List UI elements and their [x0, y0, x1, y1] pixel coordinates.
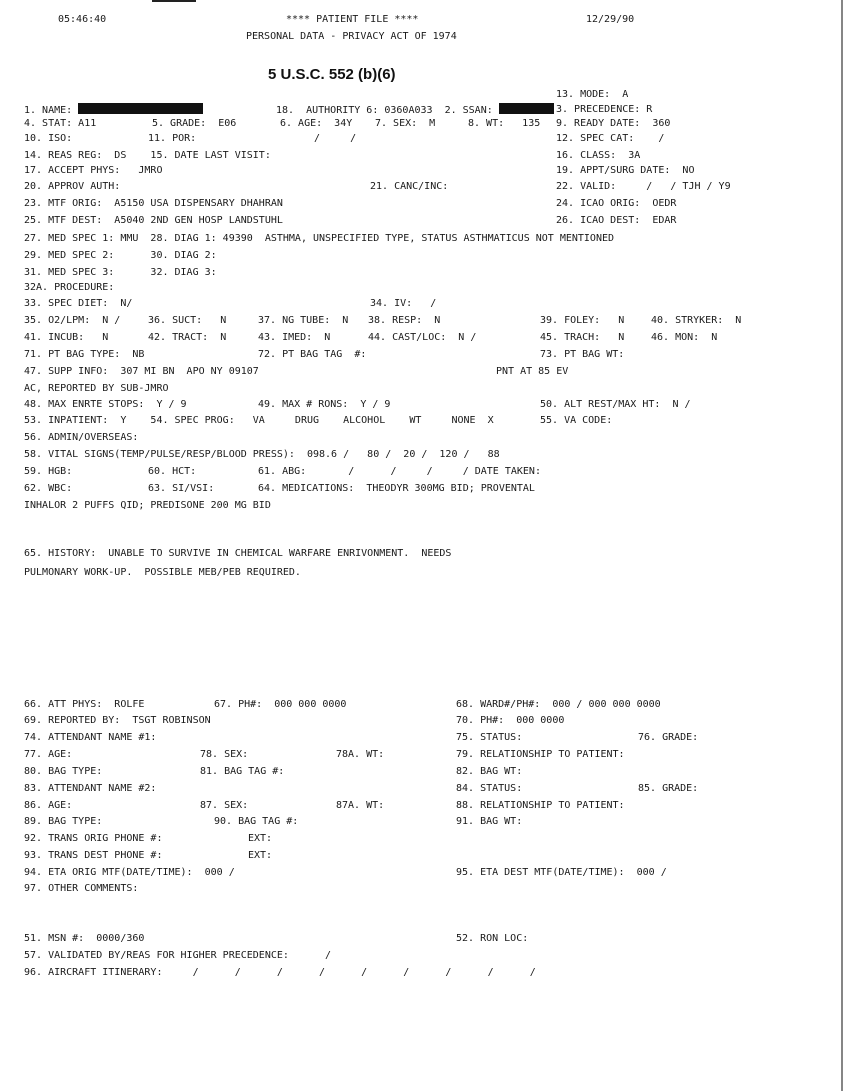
- form-field: [496, 365, 568, 379]
- form-field: [556, 117, 670, 131]
- form-field: [24, 365, 259, 379]
- field-text: 89. BAG TYPE:: [24, 816, 103, 827]
- field-text: 80. BAG TYPE:: [24, 766, 103, 777]
- form-field: [556, 88, 628, 102]
- field-text: 56. ADMIN/OVERSEAS:: [24, 432, 139, 443]
- field-text: 6. AGE: 34Y: [280, 118, 353, 129]
- form-field: [24, 866, 235, 880]
- form-field: [24, 232, 614, 246]
- scan-edge: [841, 0, 843, 1091]
- field-text: 51. MSN #: 0000/360: [24, 933, 145, 944]
- field-text: 64. MEDICATIONS: THEODYR 300MG BID; PROVENTAL: [258, 483, 535, 494]
- field-text: 69. REPORTED BY: TSGT ROBINSON: [24, 715, 211, 726]
- field-text: 3. PRECEDENCE: R: [556, 104, 653, 115]
- field-text: 96. AIRCRAFT ITINERARY: / / / / / / / / /: [24, 967, 536, 978]
- field-text: 74. ATTENDANT NAME #1:: [24, 732, 157, 743]
- form-field: [148, 132, 196, 146]
- field-text: PULMONARY WORK-UP. POSSIBLE MEB/PEB REQUIRED.: [24, 567, 301, 578]
- field-text: 52. RON LOC:: [456, 933, 529, 944]
- form-field: [540, 331, 624, 345]
- form-field: [24, 331, 108, 345]
- field-text: 40. STRYKER: N: [651, 315, 742, 326]
- form-field: [24, 132, 72, 146]
- form-field: [148, 331, 226, 345]
- form-field: [24, 266, 217, 280]
- form-field: [336, 799, 384, 813]
- form-field: [456, 782, 522, 796]
- form-field: [24, 117, 96, 131]
- field-text: 93. TRANS DEST PHONE #:: [24, 850, 163, 861]
- form-field: [540, 414, 612, 428]
- form-field: [24, 949, 331, 963]
- form-field: [24, 499, 271, 513]
- document-title: **** PATIENT FILE ****: [286, 14, 419, 25]
- form-field: [24, 799, 72, 813]
- form-field: [314, 132, 356, 146]
- field-text: 26. ICAO DEST: EDAR: [556, 215, 677, 226]
- field-text: 39. FOLEY: N: [540, 315, 625, 326]
- form-field: [24, 197, 283, 211]
- form-field: [258, 482, 535, 496]
- form-field: [556, 164, 694, 178]
- field-text: 42. TRACT: N: [148, 332, 227, 343]
- form-field: [456, 714, 564, 728]
- field-text: 17. ACCEPT PHYS: JMRO: [24, 165, 163, 176]
- field-text: 70. PH#: 000 0000: [456, 715, 565, 726]
- form-field: [24, 566, 301, 580]
- form-field: [24, 731, 156, 745]
- form-field: [24, 832, 162, 846]
- scan-artifact: [152, 0, 196, 2]
- form-field: [540, 348, 624, 362]
- field-text: 91. BAG WT:: [456, 816, 523, 827]
- field-text: 90. BAG TAG #:: [214, 816, 299, 827]
- form-field: [280, 117, 352, 131]
- field-text: 21. CANC/INC:: [370, 181, 449, 192]
- field-text: 53. INPATIENT: Y 54. SPEC PROG: VA DRUG ALCOHOL WT NONE X: [24, 415, 494, 426]
- form-field: [456, 932, 528, 946]
- form-field: [370, 180, 448, 194]
- field-text: 16. CLASS: 3A: [556, 150, 641, 161]
- field-text: 33. SPEC DIET: N/: [24, 298, 133, 309]
- field-text: 95. ETA DEST MTF(DATE/TIME): 000 /: [456, 867, 667, 878]
- form-field: [24, 966, 536, 980]
- field-text: 85. GRADE:: [638, 783, 699, 794]
- form-field: [24, 249, 217, 263]
- field-text: 81. BAG TAG #:: [200, 766, 285, 777]
- field-text: 67. PH#: 000 000 0000: [214, 699, 347, 710]
- form-field: [152, 117, 236, 131]
- field-text: 22. VALID: / / TJH / Y9: [556, 181, 731, 192]
- form-field: [24, 297, 132, 311]
- form-field: [24, 815, 102, 829]
- field-text: 31. MED SPEC 3: 32. DIAG 3:: [24, 267, 217, 278]
- form-field: [258, 331, 330, 345]
- form-field: [456, 748, 625, 762]
- form-field: [24, 448, 500, 462]
- field-text: 87A. WT:: [336, 800, 385, 811]
- form-field: [456, 731, 522, 745]
- field-text: 68. WARD#/PH#: 000 / 000 000 0000: [456, 699, 661, 710]
- field-text: 47. SUPP INFO: 307 MI BN APO NY 09107: [24, 366, 259, 377]
- field-text: 34. IV: /: [370, 298, 437, 309]
- form-field: [456, 698, 661, 712]
- form-field: [24, 281, 114, 295]
- form-field: [24, 465, 72, 479]
- field-text: 36. SUCT: N: [148, 315, 227, 326]
- field-text: 14. REAS REG: DS 15. DATE LAST VISIT:: [24, 150, 271, 161]
- field-text: 77. AGE:: [24, 749, 73, 760]
- form-field: [276, 103, 554, 118]
- print-date: 12/29/90: [586, 14, 635, 25]
- form-field: [370, 297, 436, 311]
- form-field: [24, 103, 203, 118]
- field-text: 12. SPEC CAT: /: [556, 133, 665, 144]
- form-field: [258, 398, 390, 412]
- form-field: [24, 782, 156, 796]
- form-field: [258, 314, 348, 328]
- field-text: 8. WT: 135: [468, 118, 541, 129]
- form-field: [24, 882, 138, 896]
- form-field: [336, 748, 384, 762]
- form-field: [468, 117, 540, 131]
- field-text: 37. NG TUBE: N: [258, 315, 349, 326]
- field-text: 78A. WT:: [336, 749, 385, 760]
- field-text: 41. INCUB: N: [24, 332, 109, 343]
- form-field: [258, 465, 541, 479]
- form-field: [24, 382, 169, 396]
- field-text: 48. MAX ENRTE STOPS: Y / 9: [24, 399, 187, 410]
- field-text: EXT:: [248, 850, 273, 861]
- field-text: 75. STATUS:: [456, 732, 523, 743]
- form-field: [24, 714, 211, 728]
- form-field: [556, 214, 676, 228]
- form-field: [248, 849, 272, 863]
- field-text: 86. AGE:: [24, 800, 73, 811]
- field-text: 25. MTF DEST: A5040 2ND GEN HOSP LANDSTUHL: [24, 215, 283, 226]
- redaction-bar: [499, 103, 554, 114]
- field-text: 32A. PROCEDURE:: [24, 282, 115, 293]
- field-text: 19. APPT/SURG DATE: NO: [556, 165, 695, 176]
- field-text: 61. ABG: / / / / DATE TAKEN:: [258, 466, 541, 477]
- field-text: 11. POR:: [148, 133, 197, 144]
- field-text: 60. HCT:: [148, 466, 197, 477]
- form-field: [24, 482, 72, 496]
- field-text: 24. ICAO ORIG: OEDR: [556, 198, 677, 209]
- field-text: 23. MTF ORIG: A5150 USA DISPENSARY DHAHRAN: [24, 198, 283, 209]
- form-field: [24, 698, 144, 712]
- field-text: 35. O2/LPM: N /: [24, 315, 121, 326]
- field-text: PNT AT 85 EV: [496, 366, 569, 377]
- form-field: [214, 815, 298, 829]
- field-text: 62. WBC:: [24, 483, 73, 494]
- form-field: [258, 348, 366, 362]
- form-field: [456, 815, 522, 829]
- field-text: 9. READY DATE: 360: [556, 118, 671, 129]
- field-text: 46. MON: N: [651, 332, 718, 343]
- form-field: [24, 414, 494, 428]
- field-text: 1. NAME:: [24, 105, 73, 116]
- field-text: 59. HGB:: [24, 466, 73, 477]
- field-text: 71. PT BAG TYPE: NB: [24, 349, 145, 360]
- form-field: [556, 180, 731, 194]
- form-field: [651, 314, 741, 328]
- form-field: [456, 866, 667, 880]
- form-field: [456, 765, 522, 779]
- field-text: 87. SEX:: [200, 800, 249, 811]
- field-text: 83. ATTENDANT NAME #2:: [24, 783, 157, 794]
- field-text: 65. HISTORY: UNABLE TO SURVIVE IN CHEMICAL WARFARE ENRIVONMENT. NEEDS: [24, 548, 452, 559]
- field-text: 49. MAX # RONS: Y / 9: [258, 399, 391, 410]
- document-subtitle: PERSONAL DATA - PRIVACY ACT OF 1974: [246, 31, 457, 42]
- form-field: [214, 698, 346, 712]
- field-text: 72. PT BAG TAG #:: [258, 349, 367, 360]
- field-text: AC, REPORTED BY SUB-JMRO: [24, 383, 169, 394]
- form-field: [556, 197, 676, 211]
- field-text: 27. MED SPEC 1: MMU 28. DIAG 1: 49390 ASTHMA, UNSPECIFIED TYPE, STATUS ASTHMATICUS NOT MENTIONED: [24, 233, 615, 244]
- redaction-bar: [78, 103, 203, 114]
- field-text: 84. STATUS:: [456, 783, 523, 794]
- form-field: [200, 765, 284, 779]
- field-text: 58. VITAL SIGNS(TEMP/PULSE/RESP/BLOOD PRESS): 098.6 / 80 / 20 / 120 / 88: [24, 449, 500, 460]
- field-text: 4. STAT: A11: [24, 118, 97, 129]
- form-field: [368, 314, 440, 328]
- form-field: [24, 765, 102, 779]
- form-field: [200, 799, 248, 813]
- form-field: [148, 482, 214, 496]
- field-text: 92. TRANS ORIG PHONE #:: [24, 833, 163, 844]
- form-field: [24, 214, 283, 228]
- field-text: 82. BAG WT:: [456, 766, 523, 777]
- field-text: 78. SEX:: [200, 749, 249, 760]
- field-text: 88. RELATIONSHIP TO PATIENT:: [456, 800, 625, 811]
- field-text: / /: [314, 133, 357, 144]
- field-text: 10. ISO:: [24, 133, 73, 144]
- form-field: [24, 398, 187, 412]
- form-field: [456, 799, 625, 813]
- form-field: [540, 314, 624, 328]
- field-text: 20. APPROV AUTH:: [24, 181, 121, 192]
- field-text: 38. RESP: N: [368, 315, 441, 326]
- form-field: [24, 849, 162, 863]
- form-field: [638, 731, 698, 745]
- form-field: [556, 149, 640, 163]
- field-text: EXT:: [248, 833, 273, 844]
- foia-exemption-stamp: 5 U.S.C. 552 (b)(6): [268, 66, 396, 83]
- form-field: [24, 748, 72, 762]
- field-text: 97. OTHER COMMENTS:: [24, 883, 139, 894]
- field-text: 44. CAST/LOC: N /: [368, 332, 477, 343]
- form-field: [24, 932, 144, 946]
- field-text: 18. AUTHORITY 6: 0360A033 2. SSAN:: [276, 105, 493, 116]
- field-text: 73. PT BAG WT:: [540, 349, 625, 360]
- field-text: 5. GRADE: E06: [152, 118, 237, 129]
- form-field: [24, 149, 271, 163]
- field-text: 29. MED SPEC 2: 30. DIAG 2:: [24, 250, 217, 261]
- field-text: 63. SI/VSI:: [148, 483, 215, 494]
- form-field: [24, 164, 162, 178]
- form-field: [651, 331, 717, 345]
- form-field: [375, 117, 435, 131]
- form-field: [148, 314, 226, 328]
- form-field: [24, 431, 138, 445]
- form-field: [368, 331, 476, 345]
- field-text: INHALOR 2 PUFFS QID; PREDISONE 200 MG BID: [24, 500, 271, 511]
- form-field: [148, 465, 196, 479]
- form-field: [556, 132, 664, 146]
- form-field: [638, 782, 698, 796]
- form-field: [540, 398, 691, 412]
- form-field: [200, 748, 248, 762]
- field-text: 66. ATT PHYS: ROLFE: [24, 699, 145, 710]
- form-field: [24, 180, 120, 194]
- form-field: [24, 547, 451, 561]
- field-text: 57. VALIDATED BY/REAS FOR HIGHER PRECEDENCE: /: [24, 950, 332, 961]
- field-text: 50. ALT REST/MAX HT: N /: [540, 399, 691, 410]
- form-field: [556, 103, 652, 117]
- form-field: [24, 314, 120, 328]
- field-text: 76. GRADE:: [638, 732, 699, 743]
- field-text: 45. TRACH: N: [540, 332, 625, 343]
- field-text: 13. MODE: A: [556, 89, 629, 100]
- field-text: 55. VA CODE:: [540, 415, 613, 426]
- field-text: 94. ETA ORIG MTF(DATE/TIME): 000 /: [24, 867, 235, 878]
- field-text: 43. IMED: N: [258, 332, 331, 343]
- form-field: [248, 832, 272, 846]
- form-field: [24, 348, 144, 362]
- print-time: 05:46:40: [58, 14, 107, 25]
- field-text: 7. SEX: M: [375, 118, 436, 129]
- field-text: 79. RELATIONSHIP TO PATIENT:: [456, 749, 625, 760]
